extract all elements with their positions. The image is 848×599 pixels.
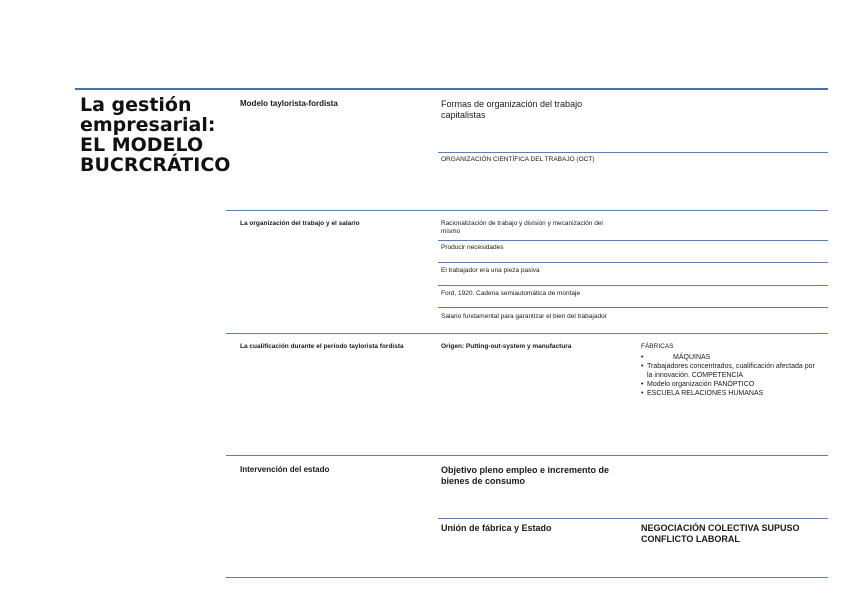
rule-s2-top: [226, 210, 828, 211]
section-2-row-5: Salario fundamental para garantizar el bien del trabajador: [441, 313, 607, 320]
section-3-label: La cualificación durante el periodo taylorista fordista: [240, 343, 404, 350]
factory-list: [641, 353, 821, 398]
section-3-cell-1: Origen: Putting-out-system y manufactura: [441, 343, 572, 350]
section-1-label: Modelo taylorista-fordista: [240, 99, 338, 108]
title-line-4: BUCRCRÁTICO: [80, 154, 231, 176]
title-line-3: EL MODELO: [80, 134, 204, 156]
section-4-label: Intervención del estado: [240, 465, 330, 474]
rule-s1-mid: [438, 152, 828, 153]
title-line-1: La gestión: [80, 94, 192, 116]
rule-s2-r1: [438, 240, 828, 241]
rule-s4-top: [226, 455, 828, 456]
section-2-row-3: El trabajador era una pieza pasiva: [441, 267, 540, 274]
section-2-label: La organización del trabajo y el salario: [240, 220, 360, 227]
rule-bottom: [226, 577, 828, 578]
rule-s2-r4: [438, 307, 828, 308]
rule-s3-top: [226, 333, 828, 334]
rule-s2-r2: [438, 262, 828, 263]
factory-list-item: • Trabajadores concentrados, cualificación afectada por la innovación. COMPETENCIA: [641, 362, 821, 380]
section-1-cell-1: Formas de organización del trabajo capitalistas: [441, 99, 583, 120]
section-2-row-2: Producir necesidades: [441, 244, 504, 251]
section-2-row-1: Racionalización de trabajo y división y mecanización del mismo: [441, 220, 603, 235]
rule-top: [75, 88, 828, 90]
page-title: [80, 95, 230, 175]
factory-list-item: • Modelo organización PANÓPTICO: [641, 380, 821, 389]
factory-list-item: • MÁQUINAS: [641, 353, 821, 362]
section-4-cell-1: Objetivo pleno empleo e incremento de bienes de consumo: [441, 465, 610, 486]
section-4-cell-3: NEGOCIACIÓN COLECTIVA SUPUSO CONFLICTO LABORAL: [641, 523, 800, 544]
section-1-cell-2: ORGANIZACIÓN CIENTÍFICA DEL TRABAJO (OCT): [441, 156, 595, 163]
title-line-2: empresarial:: [80, 114, 216, 136]
factory-list-item: • ESCUELA RELACIONES HUMANAS: [641, 389, 821, 398]
rule-s2-r3: [438, 285, 828, 286]
section-3-heading: FÁBRICAS: [641, 343, 674, 350]
section-2-row-4: Ford, 1920. Cadena semiautomática de montaje: [441, 290, 581, 297]
section-4-cell-2: Unión de fábrica y Estado: [441, 523, 552, 533]
rule-s4-mid: [438, 518, 828, 519]
